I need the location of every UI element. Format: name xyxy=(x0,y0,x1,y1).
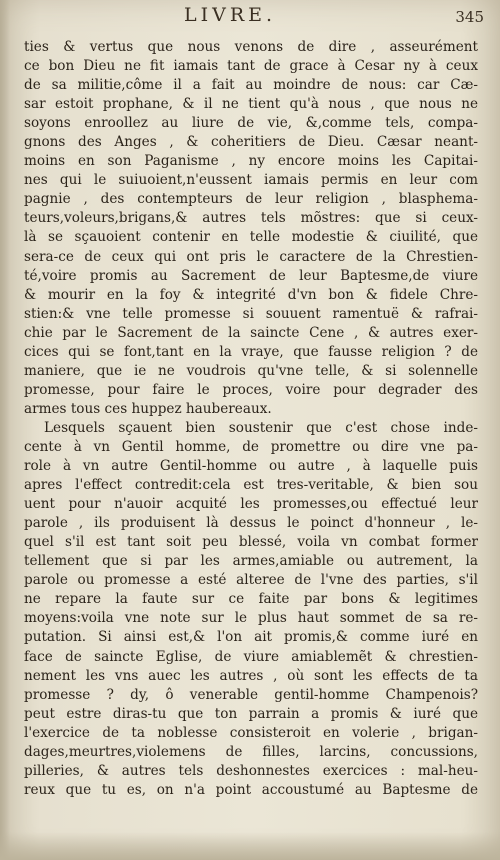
text-line: moyens:voila vne note sur le plus haut sommet de sa re- xyxy=(24,610,478,627)
text-line: l'exercice de ta noblesse consisteroit en volerie , brigan- xyxy=(24,724,478,741)
text-line: sar estoit prophane, & il ne tient qu'à nous , que nous ne xyxy=(24,96,478,113)
text-line: tellement que si par les armes,amiable ou autrement, la xyxy=(24,553,478,570)
running-title: LIVRE. xyxy=(183,4,277,26)
text-line: de sa militie,côme il a fait au moindre de nous: car Cæ- xyxy=(24,77,478,94)
text-line: nement les vns auec les autres , où sont les effects de ta xyxy=(24,667,478,684)
paragraph xyxy=(24,38,478,419)
text-line: & mourir en la foy & integrité d'vn bon & fidele Chre- xyxy=(24,286,478,303)
text-line: dages,meurtres,violemens de filles, larcins, concussions, xyxy=(24,743,478,760)
text-line: armes tous ces huppez haubereaux. xyxy=(24,400,272,417)
text-line: soyons enroollez au liure de vie, &,comme tels, compa- xyxy=(24,115,478,132)
text-line: putation. Si ainsi est,& l'on ait promis,& comme iuré en xyxy=(24,629,478,646)
text-line: promesse ? dy, ô venerable gentil-homme Champenois? xyxy=(24,686,478,703)
text-line: peut estre diras-tu que ton parrain a promis & iuré que xyxy=(24,705,478,722)
text-line: parole , ils produisent là dessus le poinct d'honneur , le- xyxy=(24,515,478,532)
text-line: pagnie , des contempteurs de leur religion , blasphema- xyxy=(24,191,478,208)
body-text xyxy=(24,38,478,800)
text-line: gnons des Anges , & coheritiers de Dieu. Cæsar neant- xyxy=(24,134,478,151)
text-line: face de saincte Eglise, de viure amiablemẽt & chrestien- xyxy=(24,648,478,665)
text-line: role à vn autre Gentil-homme ou autre , à laquelle puis xyxy=(24,458,478,475)
text-line: nes qui le suiuoient,n'eussent iamais permis en leur com xyxy=(24,172,478,189)
text-line: moins en son Paganisme , ny encore moins les Capitai- xyxy=(24,153,478,170)
page-gutter-shadow xyxy=(0,0,10,860)
text-line: cente à vn Gentil homme, de promettre ou dire vne pa- xyxy=(24,438,478,455)
paragraph xyxy=(24,419,478,800)
page-number: 345 xyxy=(455,8,484,26)
text-line: promesse, pour faire le proces, voire pour degrader des xyxy=(24,381,478,398)
text-line: ties & vertus que nous venons de dire , asseurément xyxy=(24,39,478,55)
text-line: stien:& vne telle promesse si souuent ramentuë & rafrai- xyxy=(24,305,478,322)
text-line: sera-ce de ceux qui ont pris le caractere de la Chrestien- xyxy=(24,248,478,265)
text-line: té,voire promis au Sacrement de leur Baptesme,de viure xyxy=(24,267,478,284)
text-line: reux que tu es, on n'a point accoustumé au Baptesme de xyxy=(24,781,478,798)
text-line: pilleries, & autres tels deshonnestes exercices : mal-heu- xyxy=(24,762,478,779)
text-line: parole ou promesse a esté alteree de l'vne des parties, s'il xyxy=(24,572,478,589)
text-line: Lesquels sçauent bien soustenir que c'est chose inde- xyxy=(44,419,478,436)
page-bottom-shadow xyxy=(0,832,500,860)
text-line: quel s'il est tant soit peu blessé, voila vn combat former xyxy=(24,534,478,551)
text-line: cices qui se font,tant en la vraye, que fausse religion ? de xyxy=(24,343,478,360)
text-line: ne repare la faute sur ce faite par bons & legitimes xyxy=(24,591,478,608)
text-line: teurs,voleurs,brigans,& autres tels mõstres: que si ceux- xyxy=(24,210,478,227)
text-line: là se sçauoient contenir en telle modestie & ciuilité, que xyxy=(24,229,478,246)
text-line: ce bon Dieu ne fit iamais tant de grace à Cesar ny à ceux xyxy=(24,58,478,75)
text-line: chie par le Sacrement de la saincte Cene , & autres exer- xyxy=(24,324,478,341)
text-line: uent pour n'auoir acquité les promesses,ou effectué leur xyxy=(24,496,478,513)
text-line: apres l'effect contredit:cela est tres-veritable, & bien sou xyxy=(24,477,478,494)
text-line: maniere, que ie ne voudrois qu'vne telle, & si solennelle xyxy=(24,362,478,379)
